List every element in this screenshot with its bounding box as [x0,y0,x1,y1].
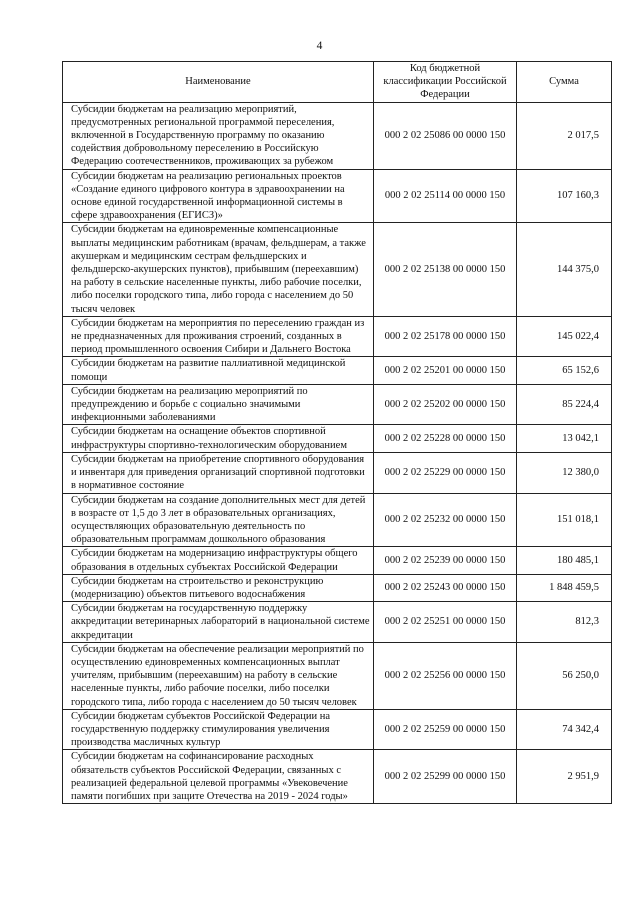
row-name: Субсидии бюджетам на развитие паллиативной медицинской помощи [63,357,374,384]
row-name: Субсидии бюджетам на оснащение объектов спортивной инфраструктуры спортивно-технологическим оборудованием [63,425,374,452]
table-row [63,425,612,452]
row-code: 000 2 02 25239 00 0000 150 [374,547,517,574]
row-sum: 144 375,0 [517,223,612,316]
row-code: 000 2 02 25114 00 0000 150 [374,169,517,223]
row-code: 000 2 02 25228 00 0000 150 [374,425,517,452]
table-row [63,316,612,357]
table-row [63,574,612,601]
table-row [63,384,612,425]
row-code: 000 2 02 25201 00 0000 150 [374,357,517,384]
table-row [63,452,612,493]
row-code: 000 2 02 25178 00 0000 150 [374,316,517,357]
row-name: Субсидии бюджетам на единовременные компенсационные выплаты медицинским работникам (врачам, фельдшерам, а также акушеркам и медицинским сестрам фельдшерских и фельдшерско-акушерских пунктов), прибывшим (переехавшим) на работу в сельские населенные пункты, либо рабочие поселки, либо поселки городского типа, либо города с населением до 50 тысяч человек [63,223,374,316]
row-sum: 812,3 [517,602,612,643]
table-row [63,223,612,316]
row-sum: 145 022,4 [517,316,612,357]
row-sum: 85 224,4 [517,384,612,425]
table-row [63,602,612,643]
row-sum: 12 380,0 [517,452,612,493]
row-sum: 1 848 459,5 [517,574,612,601]
row-code: 000 2 02 25138 00 0000 150 [374,223,517,316]
row-sum: 151 018,1 [517,493,612,547]
table-row [63,750,612,804]
row-sum: 56 250,0 [517,642,612,709]
row-code: 000 2 02 25086 00 0000 150 [374,102,517,169]
row-code: 000 2 02 25202 00 0000 150 [374,384,517,425]
row-sum: 180 485,1 [517,547,612,574]
table-row [63,357,612,384]
header-name: Наименование [63,62,374,103]
row-name: Субсидии бюджетам на реализацию мероприятий по предупреждению и борьбе с социально значимыми инфекционными заболеваниями [63,384,374,425]
header-code: Код бюджетной классификации Российской Федерации [374,62,517,103]
row-name: Субсидии бюджетам на реализацию мероприятий, предусмотренных региональной программой переселения, включенной в Государственную программу по оказанию содействия добровольному переселению в Российскую Федерацию соотечественников, проживающих за рубежом [63,102,374,169]
table-row [63,169,612,223]
page-number: 4 [316,40,323,52]
row-sum: 107 160,3 [517,169,612,223]
table-row [63,709,612,750]
row-code: 000 2 02 25232 00 0000 150 [374,493,517,547]
row-name: Субсидии бюджетам на модернизацию инфраструктуры общего образования в отдельных субъектах Российской Федерации [63,547,374,574]
row-code: 000 2 02 25251 00 0000 150 [374,602,517,643]
row-code: 000 2 02 25229 00 0000 150 [374,452,517,493]
row-name: Субсидии бюджетам на строительство и реконструкцию (модернизацию) объектов питьевого водоснабжения [63,574,374,601]
table-row [63,547,612,574]
table-row [63,102,612,169]
row-name: Субсидии бюджетам на государственную поддержку аккредитации ветеринарных лабораторий в национальной системе аккредитации [63,602,374,643]
row-code: 000 2 02 25259 00 0000 150 [374,709,517,750]
budget-table [62,61,612,804]
row-name: Субсидии бюджетам на создание дополнительных мест для детей в возрасте от 1,5 до 3 лет в образовательных организациях, осуществляющих образовательную деятельность по образовательным программам дошкольного образования [63,493,374,547]
table-row [63,642,612,709]
row-name: Субсидии бюджетам на реализацию региональных проектов «Создание единого цифрового контура в здравоохранении на основе единой государственной информационной системы в сфере здравоохранения (ЕГИСЗ)» [63,169,374,223]
row-sum: 2 951,9 [517,750,612,804]
row-name: Субсидии бюджетам на приобретение спортивного оборудования и инвентаря для приведения организаций спортивной подготовки в нормативное состояние [63,452,374,493]
row-sum: 65 152,6 [517,357,612,384]
row-name: Субсидии бюджетам на софинансирование расходных обязательств субъектов Российской Федерации, связанных с реализацией федеральной целевой программы «Увековечение памяти погибших при защите Отечества на 2019 - 2024 годы» [63,750,374,804]
row-code: 000 2 02 25299 00 0000 150 [374,750,517,804]
row-name: Субсидии бюджетам субъектов Российской Федерации на государственную поддержку стимулирования увеличения производства масличных культур [63,709,374,750]
header-sum: Сумма [517,62,612,103]
row-name: Субсидии бюджетам на обеспечение реализации мероприятий по осуществлению единовременных компенсационных выплат учителям, прибывшим (переехавшим) на работу в сельские населенные пункты, либо рабочие поселки, либо поселки городского типа, либо города с населением до 50 тысяч человек [63,642,374,709]
row-sum: 2 017,5 [517,102,612,169]
row-name: Субсидии бюджетам на мероприятия по переселению граждан из не предназначенных для проживания строений, созданных в период промышленного освоения Сибири и Дальнего Востока [63,316,374,357]
row-sum: 13 042,1 [517,425,612,452]
row-code: 000 2 02 25243 00 0000 150 [374,574,517,601]
row-sum: 74 342,4 [517,709,612,750]
row-code: 000 2 02 25256 00 0000 150 [374,642,517,709]
table-header-row [63,62,612,103]
table-row [63,493,612,547]
